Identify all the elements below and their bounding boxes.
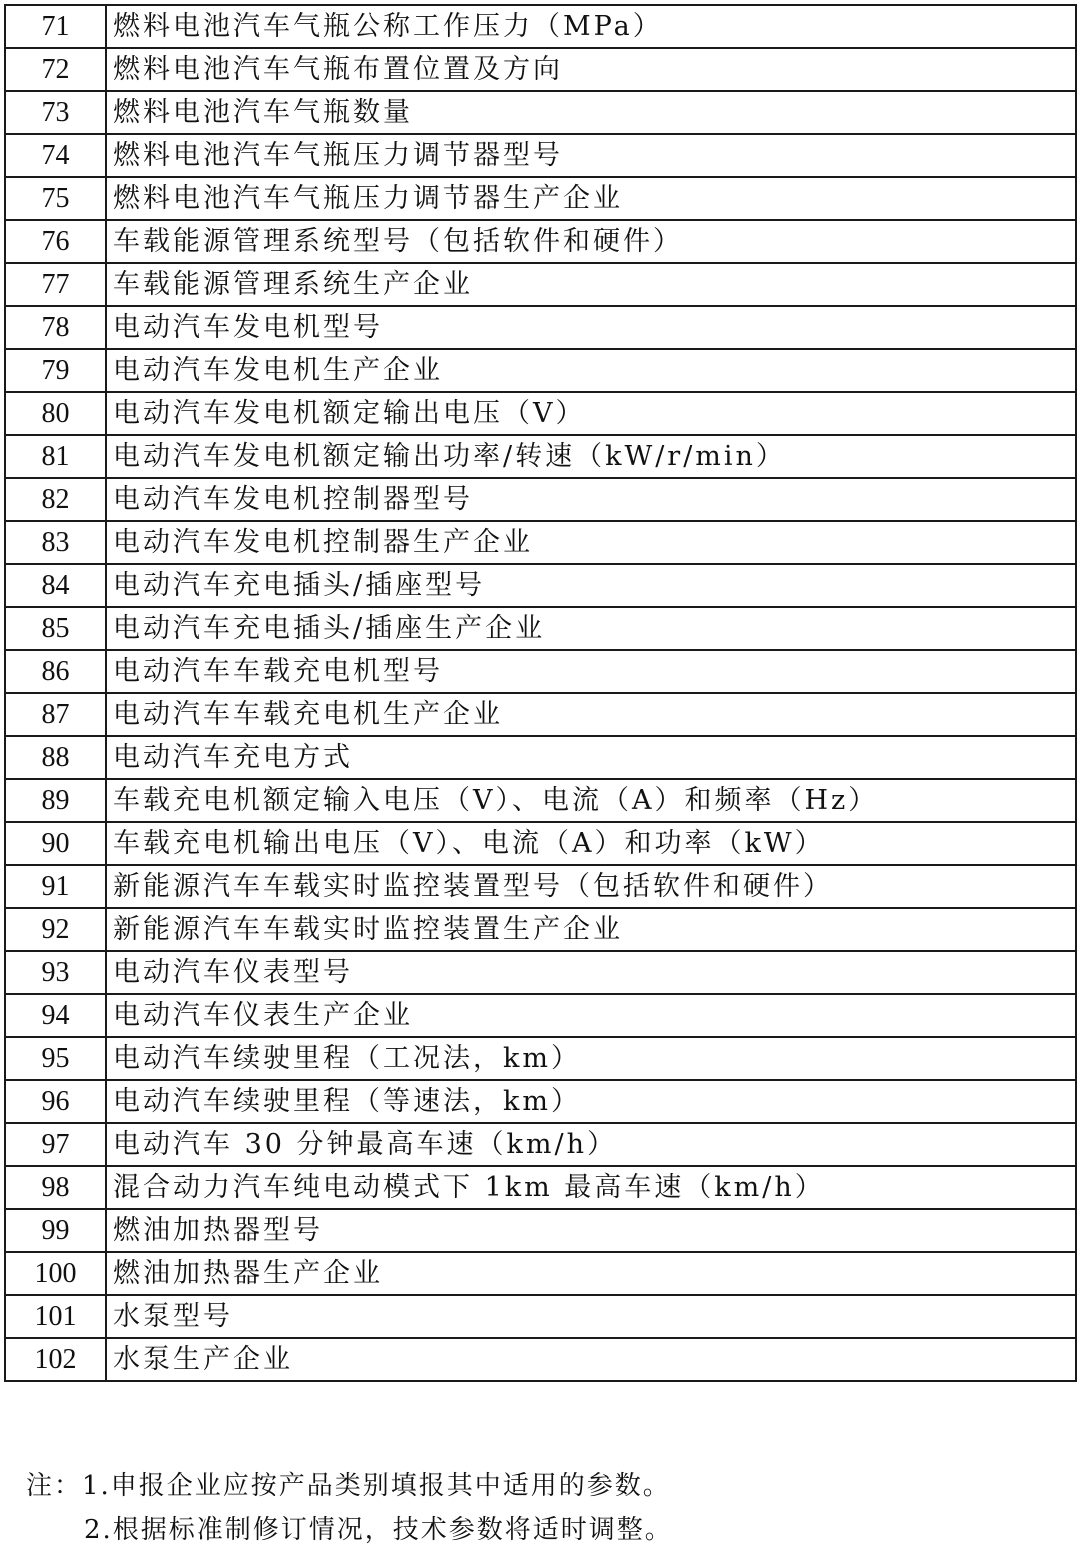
table-row [5,478,1076,521]
notes-block [26,1464,1066,1552]
table-row [5,306,1076,349]
table-row [5,1252,1076,1295]
row-number-cell: 93 [5,951,106,994]
parameter-name-cell: 燃料电池汽车气瓶压力调节器生产企业 [106,177,1076,220]
table-row [5,5,1076,48]
parameter-name-cell: 电动汽车发电机额定输出功率/转速（kW/r/min） [106,435,1076,478]
parameter-name-cell: 新能源汽车车载实时监控装置生产企业 [106,908,1076,951]
parameter-name-cell: 电动汽车仪表型号 [106,951,1076,994]
table-row [5,736,1076,779]
row-number-cell: 87 [5,693,106,736]
parameter-name-cell: 电动汽车发电机型号 [106,306,1076,349]
table-row [5,908,1076,951]
row-number-cell: 96 [5,1080,106,1123]
parameter-name-cell: 水泵生产企业 [106,1338,1076,1381]
parameter-name-cell: 电动汽车 30 分钟最高车速（km/h） [106,1123,1076,1166]
row-number-cell: 72 [5,48,106,91]
row-number-cell: 76 [5,220,106,263]
row-number-cell: 78 [5,306,106,349]
parameter-name-cell: 车载能源管理系统生产企业 [106,263,1076,306]
parameter-name-cell: 电动汽车车载充电机生产企业 [106,693,1076,736]
parameter-table-body [5,5,1076,1381]
table-row [5,822,1076,865]
note-line-2: 2.根据标准制修订情况，技术参数将适时调整。 [84,1515,673,1545]
parameter-name-cell: 电动汽车发电机生产企业 [106,349,1076,392]
row-number-cell: 84 [5,564,106,607]
parameter-name-cell: 燃料电池汽车气瓶公称工作压力（MPa） [106,5,1076,48]
row-number-cell: 83 [5,521,106,564]
table-row [5,1295,1076,1338]
parameter-table [4,4,1077,1382]
table-row [5,564,1076,607]
parameter-name-cell: 新能源汽车车载实时监控装置型号（包括软件和硬件） [106,865,1076,908]
table-row [5,1037,1076,1080]
row-number-cell: 100 [5,1252,106,1295]
parameter-name-cell: 电动汽车续驶里程（等速法，km） [106,1080,1076,1123]
table-row [5,134,1076,177]
table-row [5,779,1076,822]
row-number-cell: 98 [5,1166,106,1209]
row-number-cell: 89 [5,779,106,822]
parameter-name-cell: 电动汽车车载充电机型号 [106,650,1076,693]
parameter-name-cell: 电动汽车发电机额定输出电压（V） [106,392,1076,435]
table-row [5,1166,1076,1209]
table-row [5,521,1076,564]
table-row [5,177,1076,220]
row-number-cell: 95 [5,1037,106,1080]
row-number-cell: 73 [5,91,106,134]
parameter-name-cell: 车载充电机额定输入电压（V）、电流（A）和频率（Hz） [106,779,1076,822]
row-number-cell: 88 [5,736,106,779]
table-row [5,392,1076,435]
row-number-cell: 102 [5,1338,106,1381]
parameter-name-cell: 燃料电池汽车气瓶数量 [106,91,1076,134]
row-number-cell: 71 [5,5,106,48]
table-row [5,1338,1076,1381]
table-row [5,435,1076,478]
parameter-name-cell: 燃油加热器型号 [106,1209,1076,1252]
row-number-cell: 92 [5,908,106,951]
parameter-name-cell: 车载充电机输出电压（V）、电流（A）和功率（kW） [106,822,1076,865]
parameter-name-cell: 车载能源管理系统型号（包括软件和硬件） [106,220,1076,263]
parameter-name-cell: 电动汽车充电插头/插座生产企业 [106,607,1076,650]
table-row [5,1209,1076,1252]
parameter-name-cell: 燃油加热器生产企业 [106,1252,1076,1295]
row-number-cell: 97 [5,1123,106,1166]
row-number-cell: 77 [5,263,106,306]
parameter-name-cell: 电动汽车仪表生产企业 [106,994,1076,1037]
row-number-cell: 91 [5,865,106,908]
table-row [5,865,1076,908]
parameter-name-cell: 电动汽车充电方式 [106,736,1076,779]
table-row [5,220,1076,263]
table-row [5,349,1076,392]
row-number-cell: 101 [5,1295,106,1338]
table-row [5,1080,1076,1123]
row-number-cell: 94 [5,994,106,1037]
table-row [5,91,1076,134]
table-row [5,48,1076,91]
parameter-name-cell: 水泵型号 [106,1295,1076,1338]
table-row [5,994,1076,1037]
row-number-cell: 75 [5,177,106,220]
table-row [5,607,1076,650]
row-number-cell: 81 [5,435,106,478]
parameter-name-cell: 电动汽车发电机控制器生产企业 [106,521,1076,564]
parameter-name-cell: 混合动力汽车纯电动模式下 1km 最高车速（km/h） [106,1166,1076,1209]
table-row [5,693,1076,736]
parameter-name-cell: 燃料电池汽车气瓶压力调节器型号 [106,134,1076,177]
table-row [5,1123,1076,1166]
row-number-cell: 74 [5,134,106,177]
parameter-name-cell: 电动汽车充电插头/插座型号 [106,564,1076,607]
parameter-name-cell: 电动汽车发电机控制器型号 [106,478,1076,521]
row-number-cell: 90 [5,822,106,865]
table-row [5,951,1076,994]
row-number-cell: 86 [5,650,106,693]
parameter-name-cell: 电动汽车续驶里程（工况法，km） [106,1037,1076,1080]
table-row [5,650,1076,693]
row-number-cell: 85 [5,607,106,650]
row-number-cell: 99 [5,1209,106,1252]
note-line-1: 注：1.申报企业应按产品类别填报其中适用的参数。 [26,1471,671,1501]
table-row [5,263,1076,306]
row-number-cell: 82 [5,478,106,521]
row-number-cell: 80 [5,392,106,435]
parameter-name-cell: 燃料电池汽车气瓶布置位置及方向 [106,48,1076,91]
row-number-cell: 79 [5,349,106,392]
